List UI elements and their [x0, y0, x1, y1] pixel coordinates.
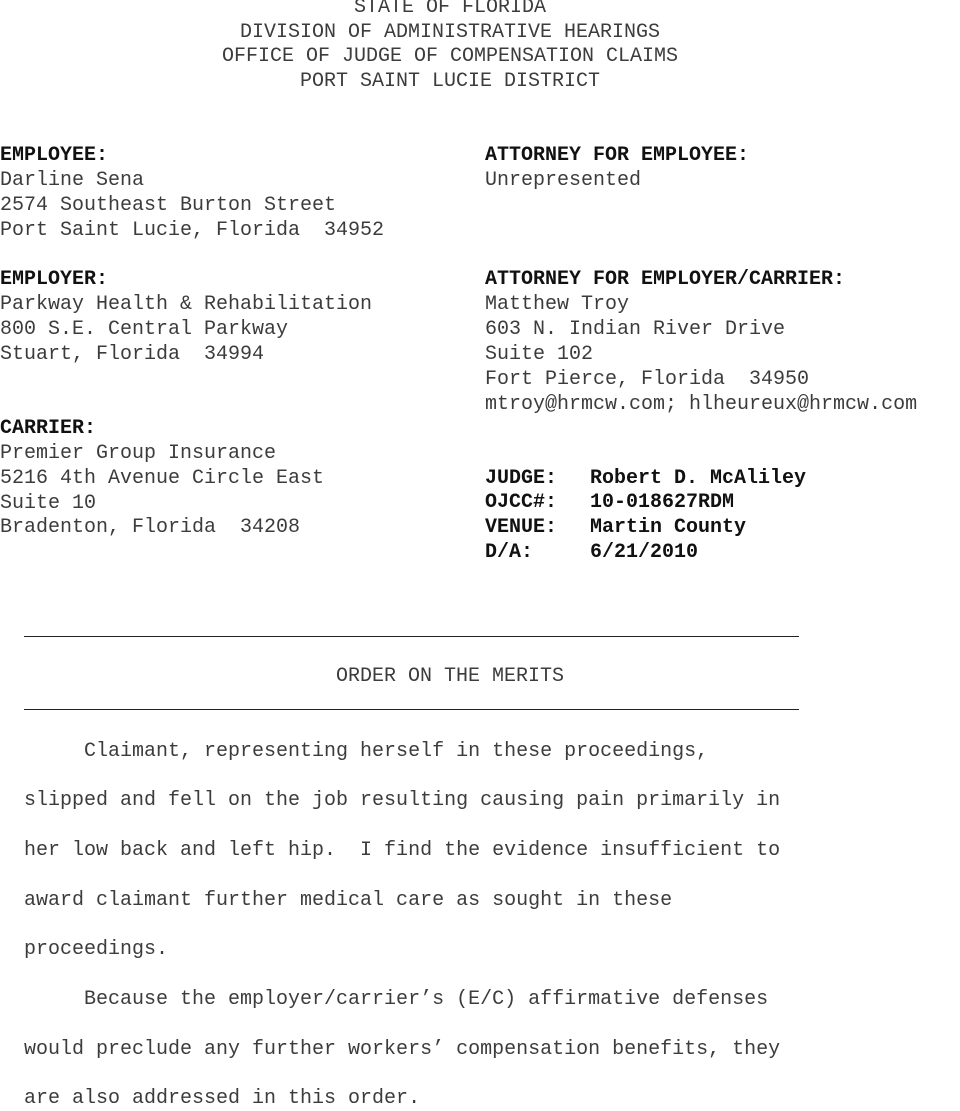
da-value: 6/21/2010	[590, 541, 699, 564]
carrier-label: CARRIER:	[0, 417, 97, 440]
carrier-street: 5216 4th Avenue Circle East	[0, 467, 325, 490]
venue-value: Martin County	[590, 516, 747, 539]
attorney-employer-suite: Suite 102	[485, 343, 594, 366]
order-paragraph-line: slipped and fell on the job resulting causing pain primarily in	[24, 789, 781, 812]
header-line-state: STATE OF FLORIDA	[353, 0, 547, 19]
title-rule-bottom	[24, 709, 799, 710]
employee-street: 2574 Southeast Burton Street	[0, 194, 337, 217]
employee-name: Darline Sena	[0, 169, 145, 192]
header-line-office: OFFICE OF JUDGE OF COMPENSATION CLAIMS	[221, 45, 679, 68]
attorney-employer-emails: mtroy@hrmcw.com; hlheureux@hrmcw.com	[485, 393, 918, 416]
attorney-employee-label: ATTORNEY FOR EMPLOYEE:	[485, 144, 750, 167]
employee-city: Port Saint Lucie, Florida 34952	[0, 219, 385, 242]
ojcc-value: 10-018627RDM	[590, 491, 735, 514]
employer-city: Stuart, Florida 34994	[0, 343, 265, 366]
order-title: ORDER ON THE MERITS	[335, 665, 565, 688]
order-paragraph-line: would preclude any further workers’ compensation benefits, they	[24, 1038, 781, 1061]
attorney-employer-name: Matthew Troy	[485, 293, 630, 316]
order-paragraph-line: Claimant, representing herself in these proceedings,	[24, 740, 709, 763]
order-paragraph-line: proceedings.	[24, 938, 169, 961]
judge-value: Robert D. McAliley	[590, 467, 807, 490]
employer-name: Parkway Health & Rehabilitation	[0, 293, 373, 316]
attorney-employer-city: Fort Pierce, Florida 34950	[485, 368, 810, 391]
header-line-division: DIVISION OF ADMINISTRATIVE HEARINGS	[239, 21, 661, 44]
venue-label: VENUE:	[485, 516, 558, 539]
title-rule-top	[24, 636, 799, 637]
da-label: D/A:	[485, 541, 534, 564]
attorney-employer-street: 603 N. Indian River Drive	[485, 318, 786, 341]
carrier-suite: Suite 10	[0, 492, 97, 515]
judge-label: JUDGE:	[485, 467, 558, 490]
employee-label: EMPLOYEE:	[0, 144, 109, 167]
order-paragraph-line: her low back and left hip. I find the evidence insufficient to	[24, 839, 781, 862]
attorney-employer-label: ATTORNEY FOR EMPLOYER/CARRIER:	[485, 268, 846, 291]
order-paragraph-line: are also addressed in this order.	[24, 1087, 421, 1110]
order-paragraph-line: Because the employer/carrier’s (E/C) affirmative defenses	[24, 988, 769, 1011]
employer-street: 800 S.E. Central Parkway	[0, 318, 289, 341]
header-line-district: PORT SAINT LUCIE DISTRICT	[299, 70, 601, 93]
employer-label: EMPLOYER:	[0, 268, 109, 291]
carrier-name: Premier Group Insurance	[0, 442, 277, 465]
attorney-employee-value: Unrepresented	[485, 169, 642, 192]
carrier-city: Bradenton, Florida 34208	[0, 516, 301, 539]
ojcc-label: OJCC#:	[485, 491, 558, 514]
order-paragraph-line: award claimant further medical care as sought in these	[24, 889, 673, 912]
